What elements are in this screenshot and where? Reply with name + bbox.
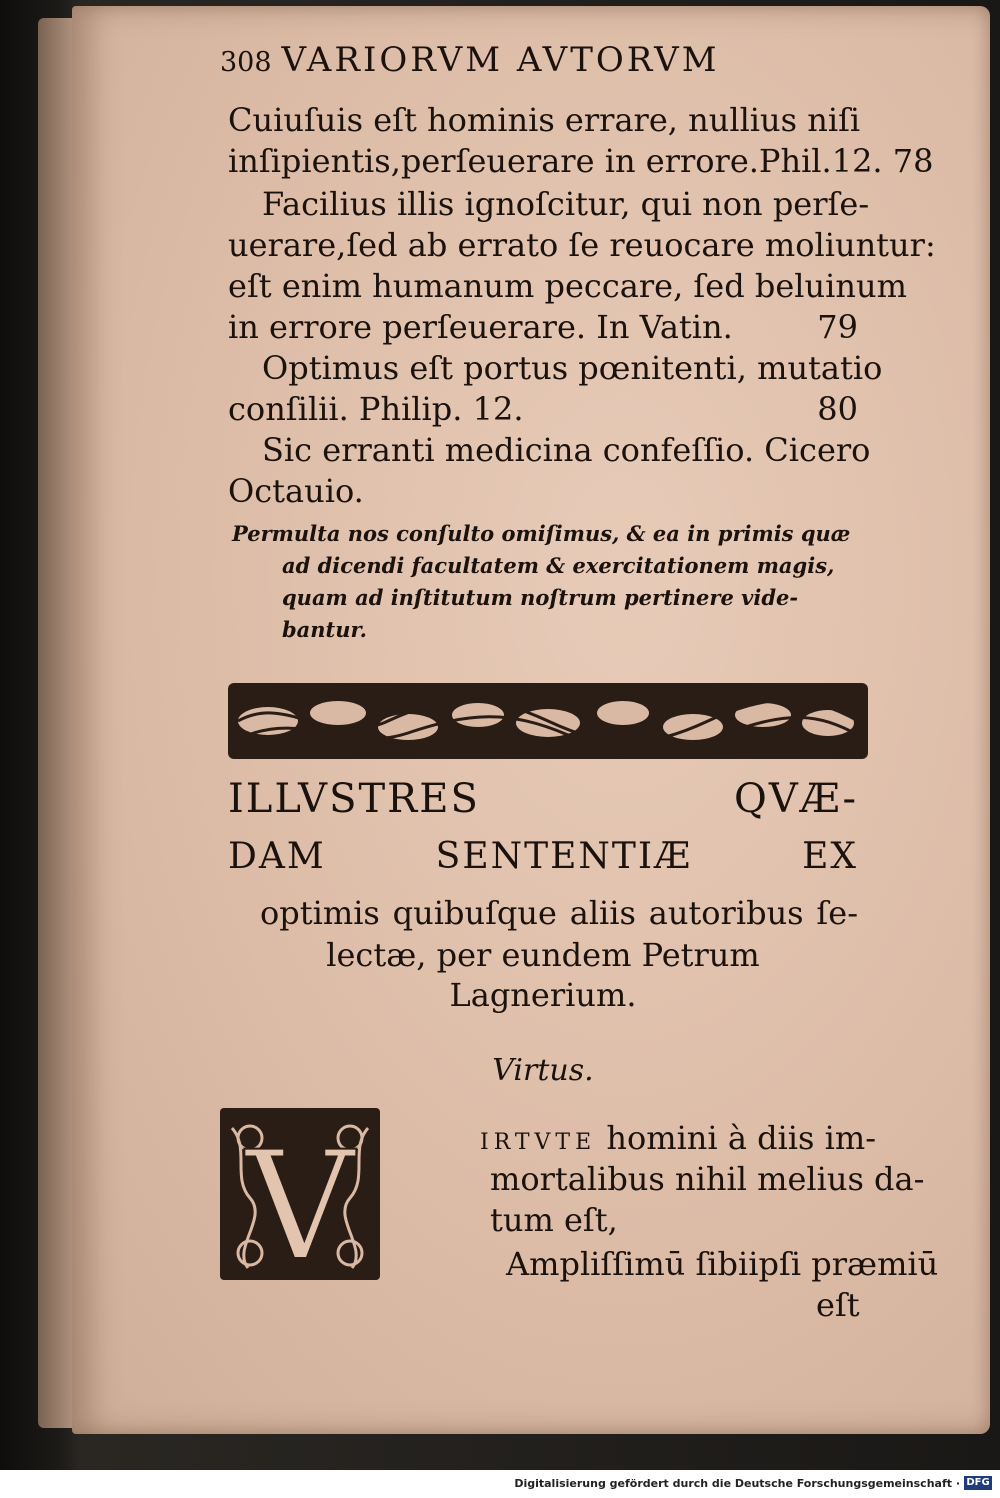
body-line: eſt [816, 1286, 860, 1324]
text-line: Sic erranti medicina confeſſio. Cicero [262, 431, 871, 469]
text-line: Cuiuſuis eſt hominis errare, nullius niſi [228, 101, 861, 139]
text-line-body: in errore perſeuerare. In Vatin. [228, 308, 733, 346]
text-line: eſt enim humanum peccare, ſed beluinum [228, 267, 907, 305]
note-line: quam ad inſtitutum noſtrum pertinere vide- [282, 585, 799, 610]
body-line [480, 1118, 876, 1163]
text-line [228, 307, 858, 347]
subheading: Virtus. [492, 1053, 594, 1088]
text-line: inſipientis,perſeuerare in errore.Phil.12. 78 [228, 142, 934, 180]
sentence-number: 80 [817, 390, 858, 428]
ornament-band [228, 683, 868, 759]
section-title-line: DAM SENTENTIÆ EX [228, 836, 858, 877]
note-line: ad dicendi facultatem & exercitationem magis, [282, 553, 835, 578]
page-number: 308 [220, 47, 272, 78]
body-line: tum eſt, [490, 1201, 618, 1239]
initial-letter: V [245, 1120, 355, 1280]
text-line: Octauio. [228, 472, 364, 510]
running-title: VARIORVM AVTORVM [281, 40, 720, 80]
footer-credit: Digitalisierung gefördert durch die Deutsche Forschungsgemeinschaft · [514, 1477, 960, 1490]
text-line: Facilius illis ignoſcitur, qui non perſe- [262, 185, 870, 223]
section-title-line: Lagnerium. [449, 976, 637, 1014]
body-line: mortalibus nihil melius da- [490, 1160, 925, 1198]
body-line-rest: homini à diis im- [596, 1119, 876, 1157]
text-line-body: conſilii. Philip. 12. [228, 390, 524, 428]
section-title-line: lectæ, per eundem Petrum [326, 936, 760, 974]
decorated-initial [220, 1108, 380, 1280]
footer-bar [0, 1470, 1000, 1498]
note-line: Permulta nos conſulto omiſimus, & ea in primis quæ [232, 521, 851, 546]
sentence-number: 79 [817, 308, 858, 346]
body-small-caps: IRTVTE [480, 1130, 597, 1155]
text-line: Optimus eſt portus pœnitenti, mutatio [262, 349, 883, 387]
text-line: uerare,ſed ab errato ſe reuocare moliuntur: [228, 226, 936, 264]
text-line [228, 389, 858, 429]
running-head [220, 40, 910, 80]
body-line: Ampliſſimū ſibiipſi præmiū [506, 1245, 939, 1283]
section-title-line: optimis quibuſque aliis autoribus ſe- [260, 894, 858, 932]
dfg-logo: DFG [964, 1476, 992, 1490]
section-title-line: ILLVSTRES QVÆ- [228, 776, 858, 822]
note-line: bantur. [282, 617, 367, 642]
